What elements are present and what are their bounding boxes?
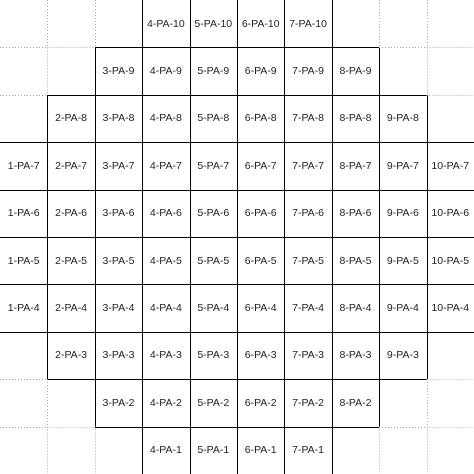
grid-cell-label: 7-PA-3 (292, 349, 325, 362)
grid-cell-label: 6-PA-7 (244, 159, 277, 172)
grid-cell-label: 5-PA-4 (197, 302, 230, 315)
grid-cell-label: 4-PA-8 (149, 112, 182, 125)
grid-cell-label: 4-PA-2 (149, 396, 182, 409)
grid-cell-label: 2-PA-8 (55, 112, 88, 125)
grid-cell-label: 6-PA-9 (244, 65, 277, 78)
grid-cell-label: 5-PA-5 (197, 254, 230, 267)
grid-cell-label: 6-PA-2 (244, 396, 277, 409)
grid-cell-label: 5-PA-3 (197, 349, 230, 362)
grid-cell-label: 5-PA-1 (197, 444, 230, 457)
grid-cell-label: 7-PA-8 (292, 112, 325, 125)
grid-cell-label: 6-PA-10 (241, 17, 280, 30)
grid-cell-label: 2-PA-4 (55, 302, 88, 315)
grid-cell-label: 4-PA-5 (149, 254, 182, 267)
grid-cell-label: 3-PA-3 (102, 349, 135, 362)
grid-cell-label: 5-PA-9 (197, 65, 230, 78)
grid-cell-label: 6-PA-8 (244, 112, 277, 125)
grid-cell-label: 4-PA-7 (149, 159, 182, 172)
grid-cell-label: 10-PA-6 (431, 207, 470, 220)
grid-cell-label: 7-PA-1 (292, 444, 325, 457)
grid-cell-label: 8-PA-7 (339, 159, 372, 172)
grid-cell-label: 4-PA-4 (149, 302, 182, 315)
grid-cell-label: 4-PA-3 (149, 349, 182, 362)
grid-cell-label: 10-PA-7 (431, 159, 470, 172)
grid-cell-label: 4-PA-6 (149, 207, 182, 220)
grid-cell-label: 7-PA-6 (292, 207, 325, 220)
grid-cell-label: 9-PA-6 (386, 207, 419, 220)
grid-cell-label: 9-PA-8 (386, 112, 419, 125)
grid-cell-label: 4-PA-1 (149, 444, 182, 457)
grid-cell-label: 2-PA-3 (55, 349, 88, 362)
grid-cell-label: 5-PA-6 (197, 207, 230, 220)
grid-cell-label: 6-PA-3 (244, 349, 277, 362)
grid-cell-label: 8-PA-4 (339, 302, 372, 315)
grid-cell-label: 9-PA-7 (386, 159, 419, 172)
grid-cell-label: 7-PA-2 (292, 396, 325, 409)
grid-cell-label: 3-PA-5 (102, 254, 135, 267)
grid-cell-label: 7-PA-5 (292, 254, 325, 267)
grid-cell-label: 7-PA-7 (292, 159, 325, 172)
grid-cell-label: 6-PA-5 (244, 254, 277, 267)
grid-cell-label: 3-PA-4 (102, 302, 135, 315)
grid-cell-label: 7-PA-9 (292, 65, 325, 78)
grid-cell-label: 8-PA-8 (339, 112, 372, 125)
grid-cell-label: 8-PA-6 (339, 207, 372, 220)
grid-cell-label: 8-PA-5 (339, 254, 372, 267)
grid-cell-label: 9-PA-4 (386, 302, 419, 315)
grid-cell-label: 3-PA-8 (102, 112, 135, 125)
grid-cell-label: 7-PA-10 (289, 17, 327, 30)
grid-cell-label: 5-PA-7 (197, 159, 230, 172)
grid-cell-label: 3-PA-9 (102, 65, 135, 78)
grid-cell-label: 2-PA-6 (55, 207, 88, 220)
grid-cell-label: 3-PA-2 (102, 396, 135, 409)
grid-cell-label: 5-PA-10 (194, 17, 233, 30)
grid-cell-label: 7-PA-4 (292, 302, 325, 315)
grid-cell-label: 5-PA-2 (197, 396, 230, 409)
grid-cell-label: 9-PA-3 (386, 349, 419, 362)
grid-cell-label: 3-PA-6 (102, 207, 135, 220)
grid-cell-label: 3-PA-7 (102, 159, 135, 172)
grid-cell-label: 10-PA-4 (431, 302, 470, 315)
grid-cell-label: 6-PA-4 (244, 302, 277, 315)
grid-cell-label: 6-PA-6 (244, 207, 277, 220)
grid-cell-label: 1-PA-4 (7, 302, 40, 315)
grid-cell-label: 6-PA-1 (244, 444, 277, 457)
grid-cell-label: 4-PA-9 (149, 65, 182, 78)
grid-cell-label: 2-PA-7 (55, 159, 88, 172)
grid-cell-label: 8-PA-9 (339, 65, 372, 78)
grid-cell-label: 2-PA-5 (55, 254, 88, 267)
grid-cell-label: 8-PA-2 (339, 396, 372, 409)
grid-cell-label: 1-PA-6 (7, 207, 40, 220)
grid-cell-label: 9-PA-5 (386, 254, 419, 267)
grid-cell-label: 10-PA-5 (431, 254, 470, 267)
grid-cell-label: 5-PA-8 (197, 112, 230, 125)
grid-cell-label: 1-PA-7 (7, 159, 40, 172)
grid-cell-label: 4-PA-10 (147, 17, 185, 30)
grid-cell-label: 1-PA-5 (7, 254, 40, 267)
grid-cell-label: 8-PA-3 (339, 349, 372, 362)
